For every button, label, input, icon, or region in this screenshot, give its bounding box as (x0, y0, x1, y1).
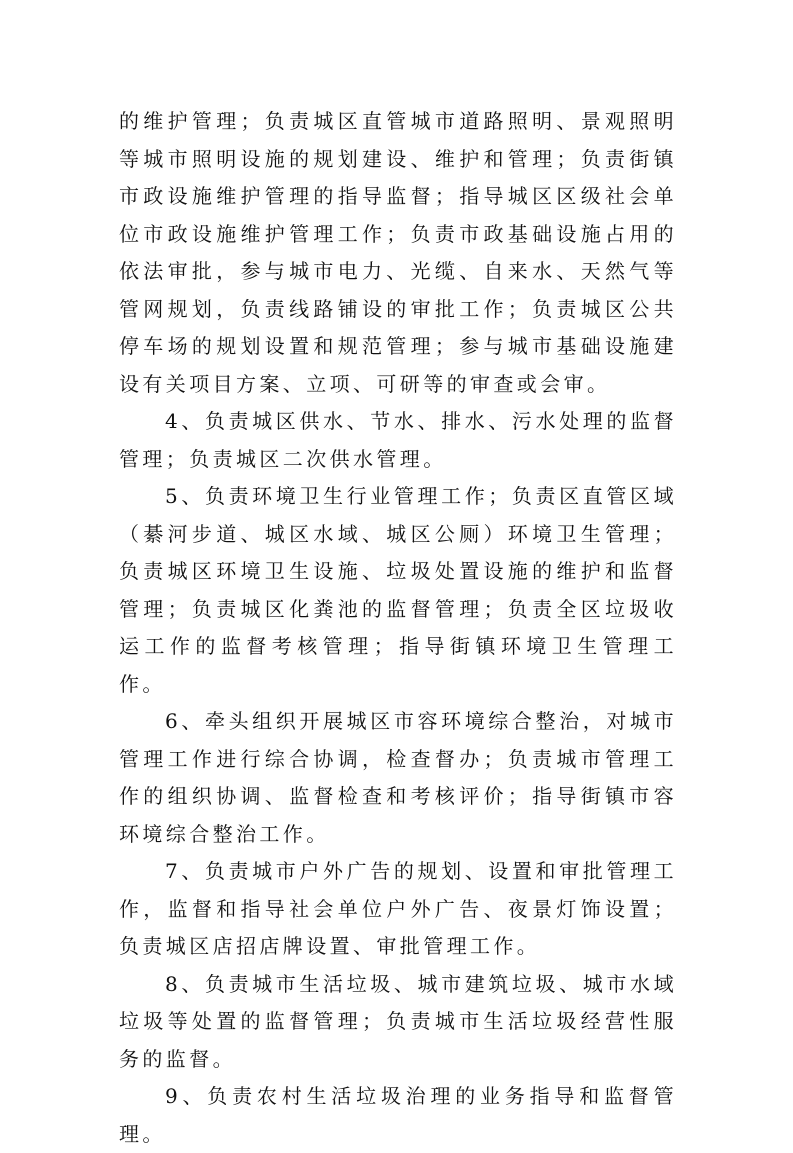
paragraph-item-8: 8、负责城市生活垃圾、城市建筑垃圾、城市水域垃圾等处置的监督管理；负责城市生活垃圾经营性服务的监督。 (119, 971, 677, 1071)
paragraph-item-4: 4、负责城区供水、节水、排水、污水处理的监督管理；负责城区二次供水管理。 (119, 409, 677, 471)
paragraph-item-9: 9、负责农村生活垃圾治理的业务指导和监督管理。 (119, 1084, 677, 1146)
document-body (119, 103, 677, 1153)
paragraph-continuation: 的维护管理；负责城区直管城市道路照明、景观照明等城市照明设施的规划建设、维护和管理；负责街镇市政设施维护管理的指导监督；指导城区区级社会单位市政设施维护管理工作；负责市政基础设施占用的依法审批，参与城市电力、光缆、自来水、天然气等管网规划，负责线路铺设的审批工作；负责城区公共停车场的规划设置和规范管理；参与城市基础设施建设有关项目方案、立项、可研等的审查或会审。 (119, 109, 677, 396)
paragraph-item-5: 5、负责环境卫生行业管理工作；负责区直管区域（綦河步道、城区水域、城区公厕）环境卫生管理；负责城区环境卫生设施、垃圾处置设施的维护和监督管理；负责城区化粪池的监督管理；负责全区垃圾收运工作的监督考核管理；指导街镇环境卫生管理工作。 (119, 484, 677, 696)
paragraph-item-7: 7、负责城市户外广告的规划、设置和审批管理工作，监督和指导社会单位户外广告、夜景灯饰设置；负责城区店招店牌设置、审批管理工作。 (119, 859, 677, 958)
paragraph-item-6: 6、牵头组织开展城区市容环境综合整治，对城市管理工作进行综合协调，检查督办；负责城市管理工作的组织协调、监督检查和考核评价；指导街镇市容环境综合整治工作。 (119, 709, 677, 846)
